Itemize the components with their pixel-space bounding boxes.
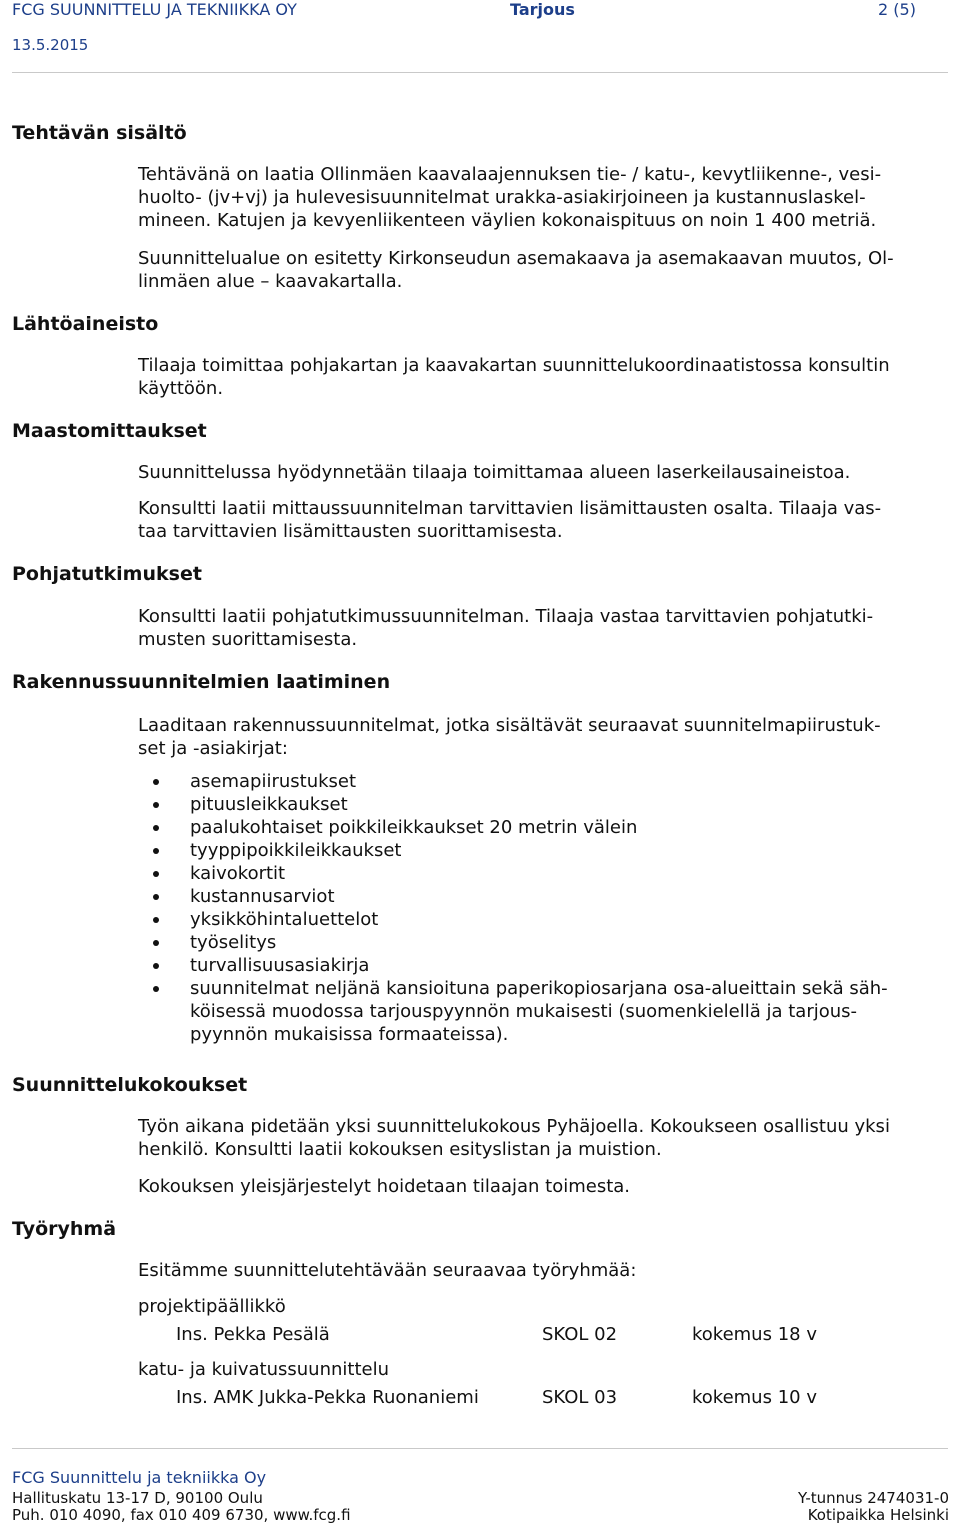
paragraph-ground-investigation [138, 605, 950, 651]
header-date: 13.5.2015 [12, 36, 89, 54]
header-divider [12, 72, 948, 73]
text-line: set ja -asiakirjat: [138, 738, 288, 759]
list-item: yksikköhintaluettelot [150, 908, 940, 931]
team-member-name: Ins. AMK Jukka-Pekka Ruonaniemi [176, 1387, 479, 1408]
list-item [150, 977, 940, 1046]
paragraph-measurement-plan [138, 497, 950, 543]
paragraph-laser-data [138, 461, 950, 484]
header-page-number: 2 (5) [878, 0, 916, 19]
text-line: huolto- (jv+vj) ja hulevesisuunnitelmat urakka-asiakirjoineen ja kustannuslaskel- [138, 187, 866, 208]
list-item: kustannusarviot [150, 885, 940, 908]
text-line: Tilaaja toimittaa pohjakartan ja kaavakartan suunnittelukoordinaatistossa konsultin [138, 355, 890, 376]
footer-company: FCG Suunnittelu ja tekniikka Oy [12, 1468, 267, 1487]
heading-lahtoaineisto: Lähtöaineisto [12, 313, 159, 335]
list-item: paalukohtaiset poikkileikkaukset 20 metrin välein [150, 816, 940, 839]
text-line: henkilö. Konsultti laatii kokouksen esityslistan ja muistion. [138, 1139, 662, 1160]
text-line: Suunnittelussa hyödynnetään tilaaja toimittamaa alueen laserkeilausaineistoa. [138, 462, 851, 483]
list-item: tyyppipoikkileikkaukset [150, 839, 940, 862]
paragraph-source-material [138, 354, 950, 400]
footer-contact: Puh. 010 4090, fax 010 409 6730, www.fcg.fi [12, 1506, 351, 1524]
list-item: turvallisuusasiakirja [150, 954, 940, 977]
list-item: asemapiirustukset [150, 770, 940, 793]
footer-domicile: Kotipaikka Helsinki [807, 1506, 949, 1524]
text-line: linmäen alue – kaavakartalla. [138, 271, 403, 292]
heading-rakennussuunnitelmat: Rakennussuunnitelmien laatiminen [12, 671, 391, 693]
heading-maastomittaukset: Maastomittaukset [12, 420, 207, 442]
list-item: kaivokortit [150, 862, 940, 885]
paragraph-meeting-arrangements [138, 1175, 950, 1198]
team-member-experience: kokemus 18 v [692, 1324, 817, 1345]
text-line: musten suorittamisesta. [138, 629, 358, 650]
heading-tehtavan-sisalto: Tehtävän sisältö [12, 122, 187, 144]
team-intro: Esitämme suunnittelutehtävään seuraavaa työryhmää: [138, 1260, 637, 1281]
text-line: taa tarvittavien lisämittausten suorittamisesta. [138, 521, 563, 542]
text-line: Suunnittelualue on esitetty Kirkonseudun asemakaava ja asemakaavan muutos, Ol- [138, 248, 894, 269]
text-line: Laaditaan rakennussuunnitelmat, jotka sisältävät seuraavat suunnitelmapiirustuk- [138, 715, 881, 736]
team-member-name: Ins. Pekka Pesälä [176, 1324, 330, 1345]
header-document-title: Tarjous [510, 0, 575, 19]
footer-business-id: Y-tunnus 2474031-0 [797, 1489, 949, 1507]
text-line: pyynnön mukaisissa formaateissa). [190, 1024, 509, 1045]
heading-tyoryhma: Työryhmä [12, 1218, 117, 1240]
text-line: köisessä muodossa tarjouspyynnön mukaisesti (suomenkielellä ja tarjous- [190, 1001, 858, 1022]
team-member-skol: SKOL 03 [542, 1387, 618, 1408]
text-line: Konsultti laatii mittaussuunnitelman tarvittavien lisämittausten osalta. Tilaaja vas- [138, 498, 882, 519]
deliverables-list [150, 770, 940, 1046]
paragraph-construction-plans-intro [138, 714, 950, 760]
text-line: mineen. Katujen ja kevyenliikenteen väylien kokonaispituus on noin 1 400 metriä. [138, 210, 877, 231]
team-member-skol: SKOL 02 [542, 1324, 618, 1345]
text-line: Tehtävänä on laatia Ollinmäen kaavalaajennuksen tie- / katu-, kevytliikenne-, vesi- [138, 164, 882, 185]
paragraph-planning-area [138, 247, 950, 293]
list-item: pituusleikkaukset [150, 793, 940, 816]
heading-pohjatutkimukset: Pohjatutkimukset [12, 563, 202, 585]
text-line: Kokouksen yleisjärjestelyt hoidetaan tilaajan toimesta. [138, 1176, 631, 1197]
page-header [0, 0, 960, 76]
text-line: suunnitelmat neljänä kansioituna paperikopiosarjana osa-alueittain sekä säh- [190, 978, 888, 999]
heading-suunnittelukokoukset: Suunnittelukokoukset [12, 1074, 248, 1096]
footer-divider [12, 1448, 948, 1449]
footer-address: Hallituskatu 13-17 D, 90100 Oulu [12, 1489, 263, 1507]
text-line: Konsultti laatii pohjatutkimussuunnitelman. Tilaaja vastaa tarvittavien pohjatutki- [138, 606, 874, 627]
text-line: käyttöön. [138, 378, 224, 399]
list-item: työselitys [150, 931, 940, 954]
text-line: Työn aikana pidetään yksi suunnittelukokous Pyhäjoella. Kokoukseen osallistuu yksi [138, 1116, 890, 1137]
team-member-experience: kokemus 10 v [692, 1387, 817, 1408]
team-role: projektipäällikkö [138, 1296, 286, 1317]
team-role: katu- ja kuivatussuunnittelu [138, 1359, 389, 1380]
paragraph-task-description [138, 163, 950, 232]
header-company: FCG SUUNNITTELU JA TEKNIIKKA OY [12, 0, 297, 19]
paragraph-meetings [138, 1115, 950, 1161]
